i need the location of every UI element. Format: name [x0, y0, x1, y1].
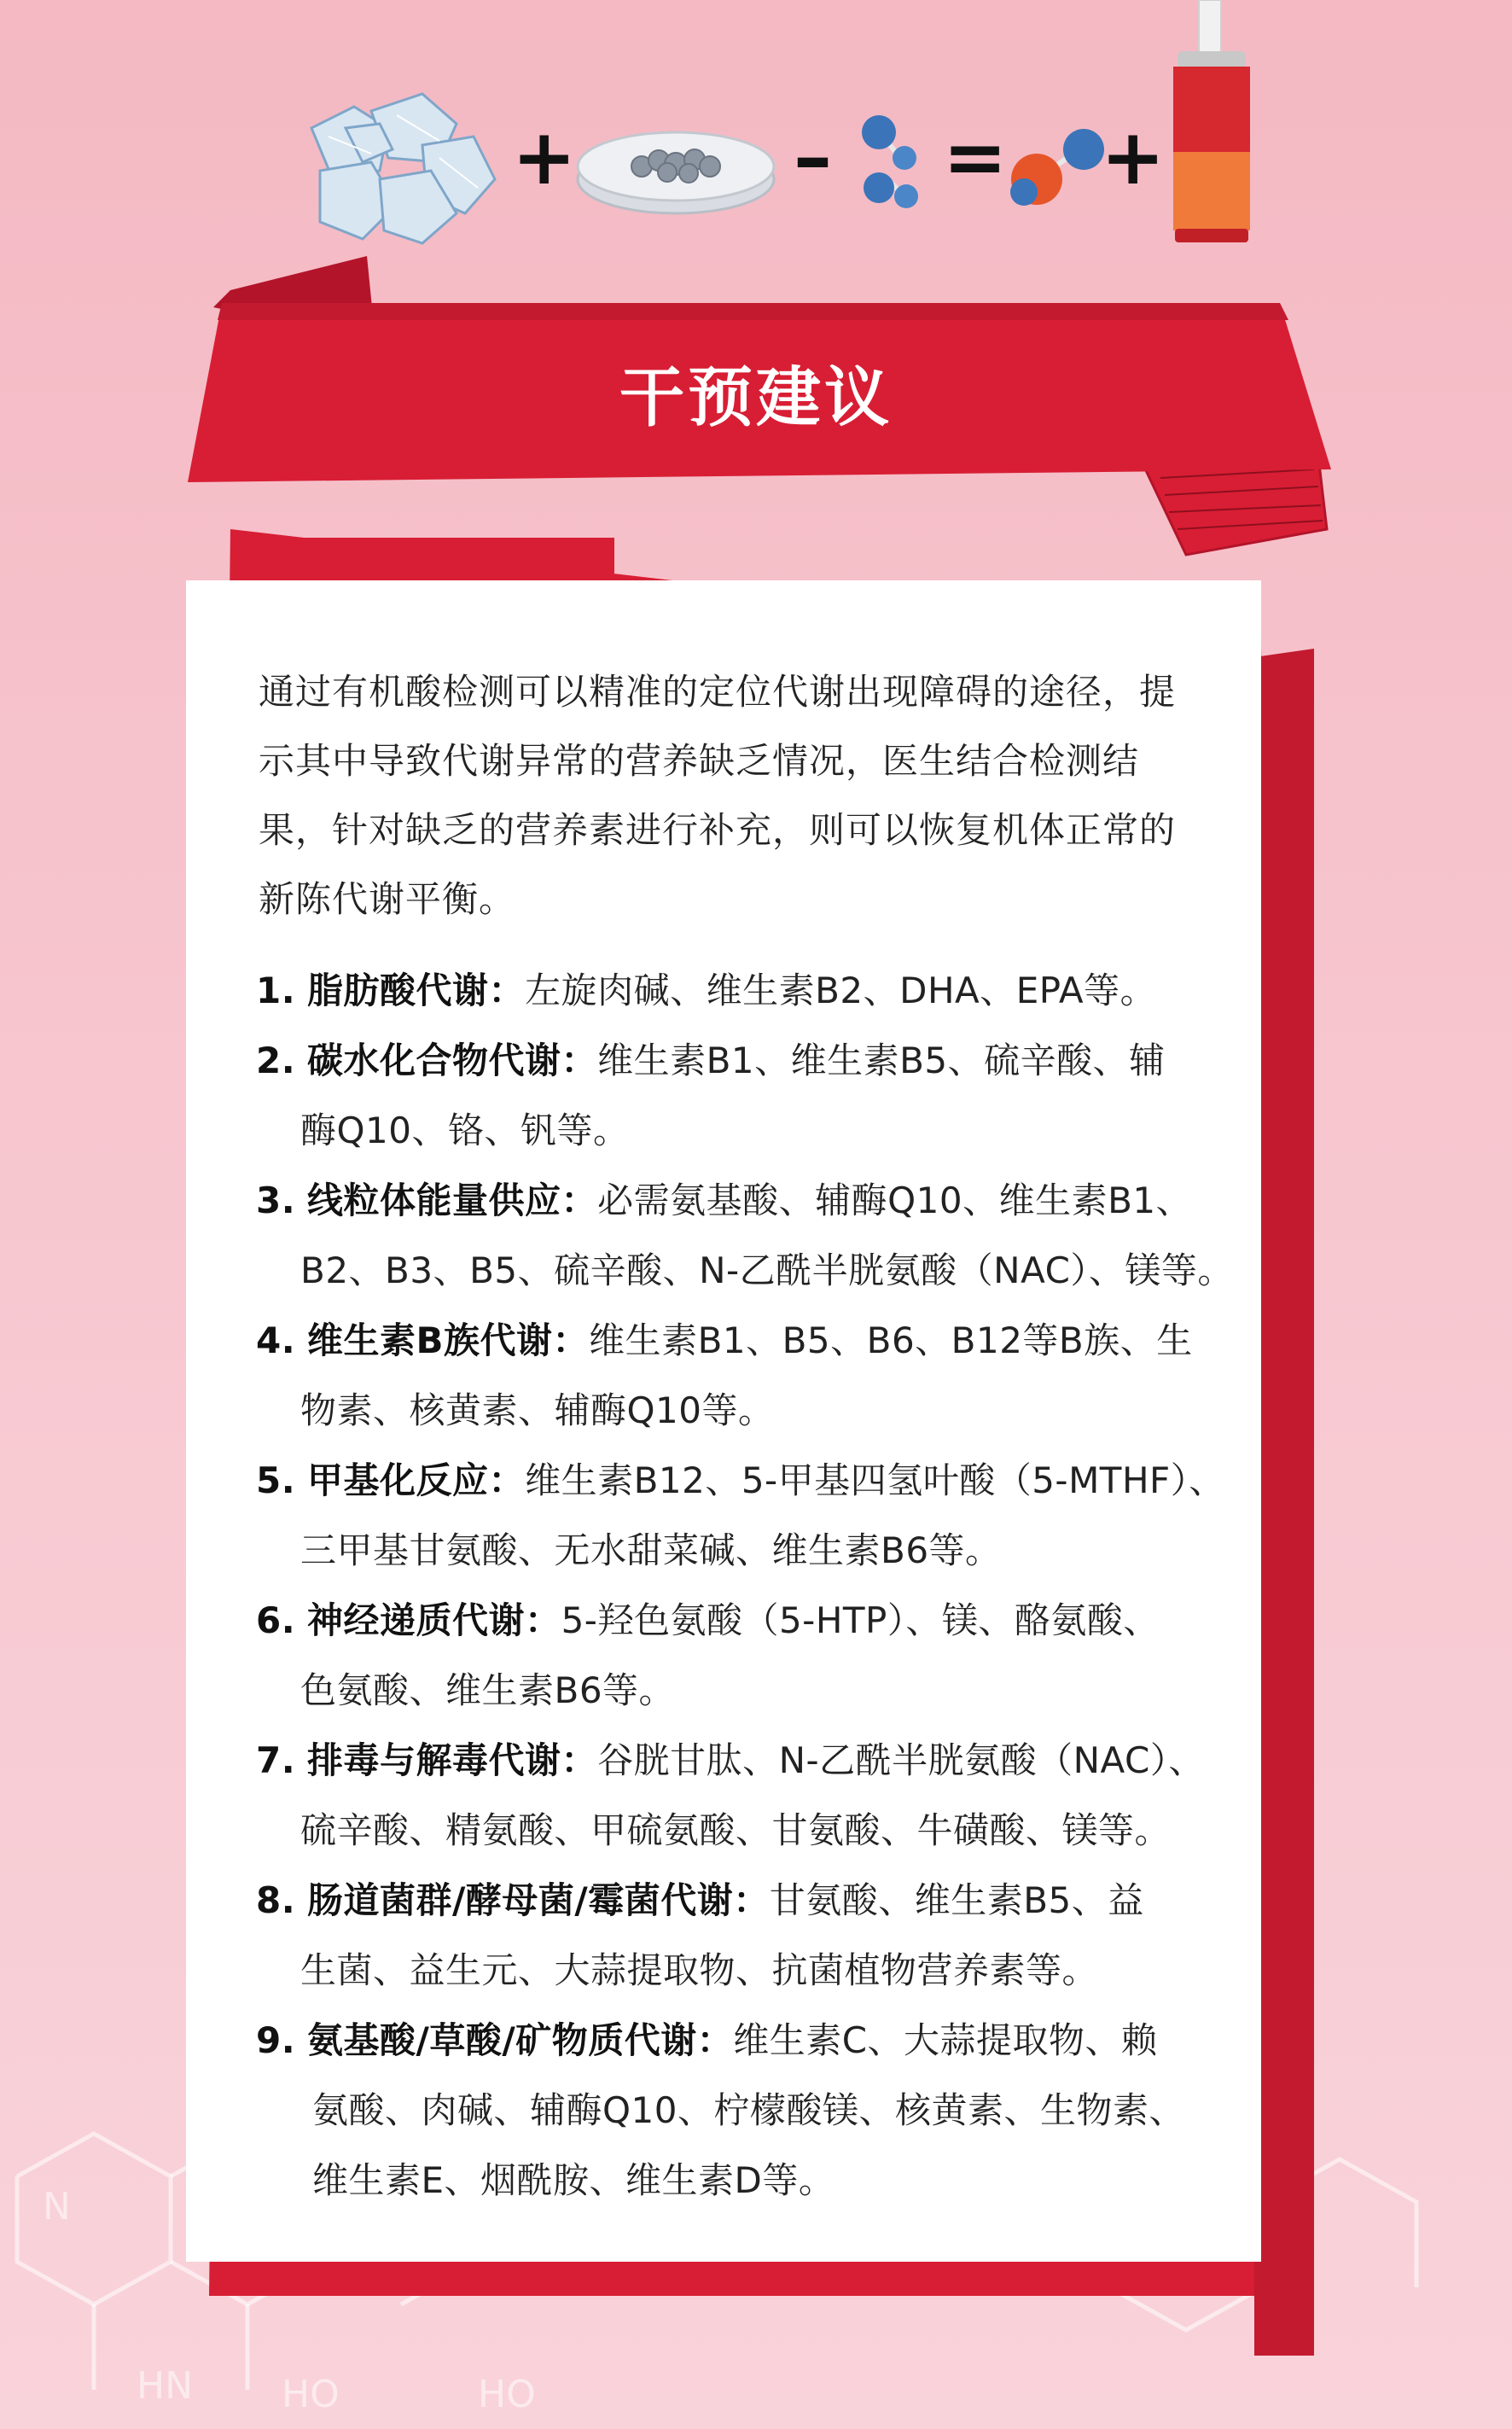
minus-operator: – [794, 113, 832, 202]
list-item [256, 1306, 1237, 1446]
item-text: 必需氨基酸、辅酶Q10、维生素B1、 [597, 1180, 1193, 1221]
item-text: 维生素C、大蒜提取物、赖 [733, 2019, 1158, 2061]
molecule-blue-icon [853, 111, 930, 213]
list-item [256, 2006, 1237, 2216]
list-item [256, 1726, 1237, 1866]
item-text: 甘氨酸、维生素B5、益 [769, 1879, 1144, 1921]
item-text-continued: 氨酸、肉碱、辅酶Q10、柠檬酸镁、核黄素、生物素、 [312, 2089, 1186, 2131]
list-item [256, 1166, 1237, 1306]
item-text: 谷胱甘肽、N-乙酰半胱氨酸（NAC）、 [597, 1739, 1205, 1781]
item-text: 维生素B12、5-甲基四氢叶酸（5-MTHF）、 [525, 1459, 1225, 1501]
list-item [256, 1026, 1237, 1166]
item-number: 2. [256, 1040, 296, 1081]
item-title: 肠道菌群/酵母菌/霉菌代谢： [307, 1879, 770, 1921]
item-text-continued: 硫辛酸、精氨酸、甲硫氨酸、甘氨酸、牛磺酸、镁等。 [300, 1809, 1172, 1851]
item-title: 碳水化合物代谢： [307, 1040, 598, 1081]
item-title: 维生素B族代谢： [307, 1319, 590, 1361]
item-text-continued: 三甲基甘氨酸、无水甜菜碱、维生素B6等。 [300, 1529, 1002, 1571]
item-text: 5-羟色氨酸（5-HTP）、镁、酪氨酸、 [561, 1599, 1160, 1641]
item-number: 6. [256, 1599, 296, 1641]
item-number: 4. [256, 1319, 296, 1361]
item-title: 排毒与解毒代谢： [307, 1739, 598, 1781]
item-title: 神经递质代谢： [307, 1599, 561, 1641]
item-text-continued: 酶Q10、铬、钒等。 [300, 1110, 630, 1151]
item-number: 8. [256, 1879, 296, 1921]
equals-operator: = [943, 113, 1008, 202]
intro-paragraph: 通过有机酸检测可以精准的定位代谢出现障碍的途径，提示其中导致代谢异常的营养缺乏情况，医生结合检测结果，针对缺乏的营养素进行补充，则可以恢复机体正常的新陈代谢平衡。 [259, 671, 1177, 920]
item-text-continued: 维生素E、烟酰胺、维生素D等。 [312, 2159, 835, 2201]
list-item [256, 1586, 1237, 1726]
item-text: 维生素B1、维生素B5、硫辛酸、辅 [597, 1040, 1166, 1081]
list-item [256, 1446, 1237, 1586]
item-number: 7. [256, 1739, 296, 1781]
page-title: 干预建议 [619, 359, 893, 435]
item-text-continued: 物素、核黄素、辅酶Q10等。 [300, 1389, 775, 1431]
item-text-continued: B2、B3、B5、硫辛酸、N-乙酰半胱氨酸（NAC）、镁等。 [300, 1249, 1234, 1291]
svg-text:HO: HO [478, 2373, 536, 2416]
recommendation-list [256, 956, 1237, 2216]
item-text-continued: 生菌、益生元、大蒜提取物、抗菌植物营养素等。 [300, 1949, 1099, 1991]
item-number: 1. [256, 970, 296, 1011]
ice-crystals-icon [294, 77, 503, 248]
item-text: 维生素B1、B5、B6、B12等B族、生 [589, 1319, 1193, 1361]
item-number: 9. [256, 2019, 296, 2061]
item-title: 甲基化反应： [307, 1459, 526, 1501]
plus-operator: + [512, 113, 577, 202]
item-number: 3. [256, 1180, 296, 1221]
molecule-orange-blue-icon [1003, 119, 1114, 213]
content-card [186, 580, 1261, 2262]
svg-text:HN: HN [137, 2364, 193, 2408]
list-item [256, 1866, 1237, 2006]
item-title: 线粒体能量供应： [307, 1180, 598, 1221]
test-tube-icon [1165, 0, 1259, 248]
item-text: 左旋肉碱、维生素B2、DHA、EPA等。 [525, 970, 1157, 1011]
svg-text:HO: HO [282, 2373, 340, 2416]
plus-operator-2: + [1101, 113, 1166, 202]
svg-text:N: N [43, 2185, 71, 2228]
item-title: 脂肪酸代谢： [307, 970, 526, 1011]
petri-dish-icon [573, 119, 778, 222]
item-number: 5. [256, 1459, 296, 1501]
item-text-continued: 色氨酸、维生素B6等。 [300, 1669, 676, 1711]
item-title: 氨基酸/草酸/矿物质代谢： [307, 2019, 734, 2061]
list-item [256, 956, 1237, 1026]
